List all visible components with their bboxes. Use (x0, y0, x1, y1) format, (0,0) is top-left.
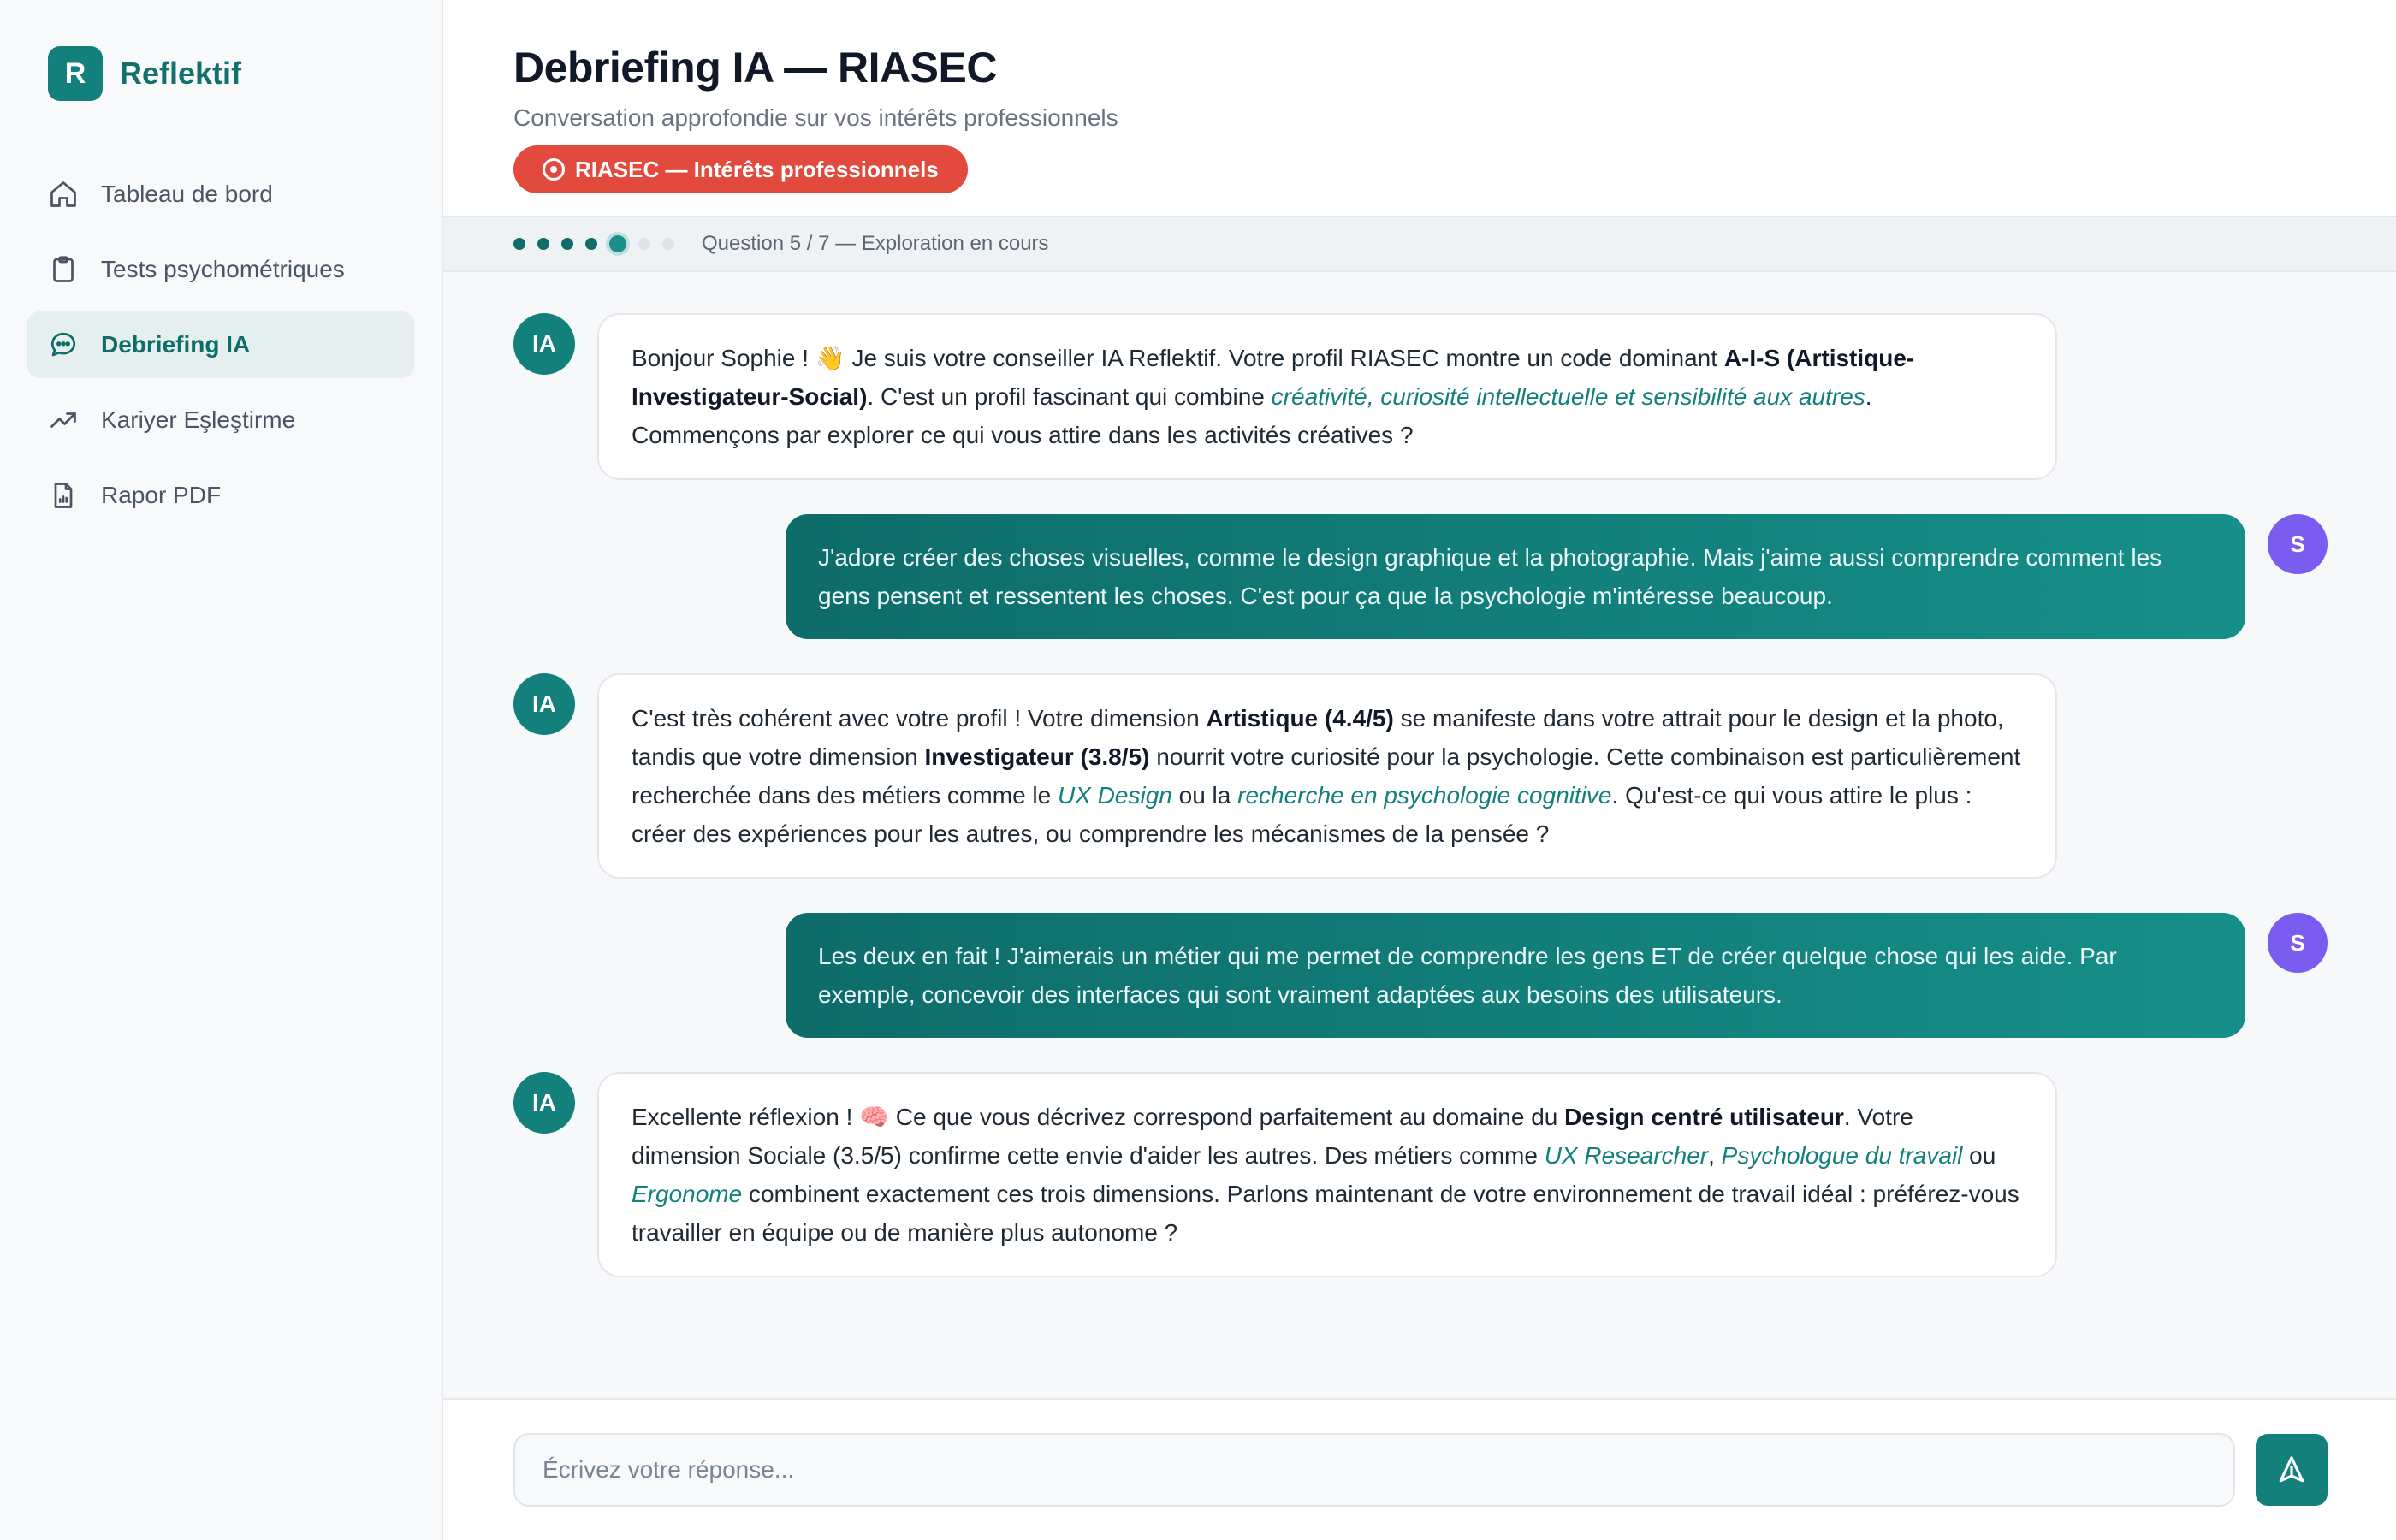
brand[interactable] (48, 46, 414, 101)
ai-message-bubble (597, 673, 2057, 879)
clipboard-icon (48, 254, 79, 285)
progress-dot-done (513, 238, 525, 250)
chat-icon (48, 329, 79, 360)
user-avatar: S (2268, 913, 2328, 973)
ai-message-bubble (597, 1072, 2057, 1277)
message-highlight: Ergonome (632, 1181, 743, 1207)
ai-message-bubble (597, 313, 2057, 480)
progress-dots (513, 235, 674, 252)
message-text: ou (1962, 1142, 1996, 1169)
brand-logo: R (48, 46, 103, 101)
sidebar-item-label: Tableau de bord (101, 181, 273, 207)
ai-avatar: IA (513, 1072, 575, 1134)
page-header (443, 0, 2396, 217)
user-avatar: S (2268, 514, 2328, 574)
message-text: nourrit votre curiosité pour la psychologie. Cette combinaison est particulièrement recherchée dans des métiers comme le (632, 743, 2021, 808)
sidebar-item-label: Debriefing IA (101, 331, 251, 358)
ai-message (513, 1072, 2328, 1277)
target-icon (543, 158, 565, 181)
sidebar-item-label: Rapor PDF (101, 482, 222, 508)
user-message-bubble: Les deux en fait ! J'aimerais un métier qui me permet de comprendre les gens ET de créer quelque chose qui les aide. Par exemple, concevoir des interfaces qui sont vraiment adaptées aux besoins des utilisateurs. (786, 913, 2245, 1038)
message-text: . C'est un profil fascinant qui combine (867, 383, 1272, 410)
sidebar-item-dashboard[interactable] (27, 161, 414, 228)
home-icon (48, 179, 79, 210)
message-bold: Investigateur (3.8/5) (924, 743, 1150, 770)
sidebar-item-label: Tests psychométriques (101, 256, 345, 282)
ai-avatar: IA (513, 673, 575, 735)
test-tag (513, 145, 968, 193)
chat-messages (443, 272, 2396, 1398)
message-text: . Commençons par explorer ce qui vous attire dans les activités créatives ? (632, 383, 1872, 448)
sidebar-item-label: Kariyer Eşleştirme (101, 406, 296, 433)
progress-dot-pending (662, 238, 674, 250)
sidebar-nav (27, 161, 414, 529)
message-highlight: UX Researcher (1544, 1142, 1709, 1169)
progress-dot-done (585, 238, 597, 250)
page-title: Debriefing IA — RIASEC (513, 44, 997, 92)
sidebar-item-tests[interactable] (27, 236, 414, 303)
user-message (513, 514, 2328, 639)
message-text: Bonjour Sophie ! 👋 Je suis votre conseiller IA Reflektif. Votre profil RIASEC montre un code dominant (632, 345, 1724, 371)
message-bold: A-I-S (Artistique-Investigateur-Social) (632, 345, 1915, 410)
sidebar-item-report[interactable] (27, 462, 414, 529)
message-text: Excellente réflexion ! 🧠 Ce que vous décrivez correspond parfaitement au domaine du (632, 1104, 1565, 1130)
user-message (513, 913, 2328, 1038)
ai-message (513, 673, 2328, 879)
user-message-bubble: J'adore créer des choses visuelles, comme le design graphique et la photographie. Mais j'aime aussi comprendre comment les gens pensent et ressentent les choses. C'est pour ça que la psychologie m'intéresse beaucoup. (786, 514, 2245, 639)
message-highlight: UX Design (1058, 782, 1172, 808)
test-tag-label: RIASEC — Intérêts professionnels (575, 156, 939, 182)
message-highlight: Psychologue du travail (1721, 1142, 1963, 1169)
message-text: C'est très cohérent avec votre profil ! Votre dimension (632, 705, 1207, 732)
brand-name: Reflektif (120, 56, 242, 91)
progress-dot-done (561, 238, 573, 250)
message-highlight: créativité, curiosité intellectuelle et sensibilité aux autres (1271, 383, 1865, 410)
progress-dot-current (609, 235, 626, 252)
progress-dot-done (537, 238, 549, 250)
page-subtitle: Conversation approfondie sur vos intérêts professionnels (513, 104, 1118, 131)
message-text: . Votre dimension Sociale (3.5/5) confirme cette envie d'aider les autres. Des métiers comme (632, 1104, 1913, 1169)
message-bold: Artistique (4.4/5) (1206, 705, 1394, 732)
ai-avatar: IA (513, 313, 575, 375)
sidebar-item-debriefing[interactable] (27, 311, 414, 378)
sidebar (0, 0, 443, 1540)
message-text: ou la (1171, 782, 1238, 808)
progress-dot-pending (638, 238, 650, 250)
main-panel (443, 0, 2396, 1540)
ai-message (513, 313, 2328, 480)
message-text: , (1708, 1142, 1722, 1169)
progress-bar (443, 217, 2396, 272)
report-icon (48, 480, 79, 511)
message-composer (443, 1398, 2396, 1540)
message-text: combinent exactement ces trois dimensions. Parlons maintenant de votre environnement de travail idéal : préférez-vous travailler en équipe ou de manière plus autonome ? (632, 1181, 2019, 1246)
message-text: . Qu'est-ce qui vous attire le plus : créer des expériences pour les autres, ou comprendre les mécanismes de la pensée ? (632, 782, 1972, 847)
progress-label: Question 5 / 7 — Exploration en cours (702, 232, 1049, 255)
message-bold: Design centré utilisateur (1564, 1104, 1844, 1130)
trend-up-icon (48, 405, 79, 435)
reply-input[interactable] (513, 1433, 2235, 1507)
message-highlight: recherche en psychologie cognitive (1237, 782, 1612, 808)
sidebar-item-career[interactable] (27, 387, 414, 453)
send-button[interactable] (2256, 1434, 2328, 1506)
message-text: se manifeste dans votre attrait pour le design et la photo, tandis que votre dimension (632, 705, 2004, 770)
send-icon (2275, 1454, 2308, 1486)
